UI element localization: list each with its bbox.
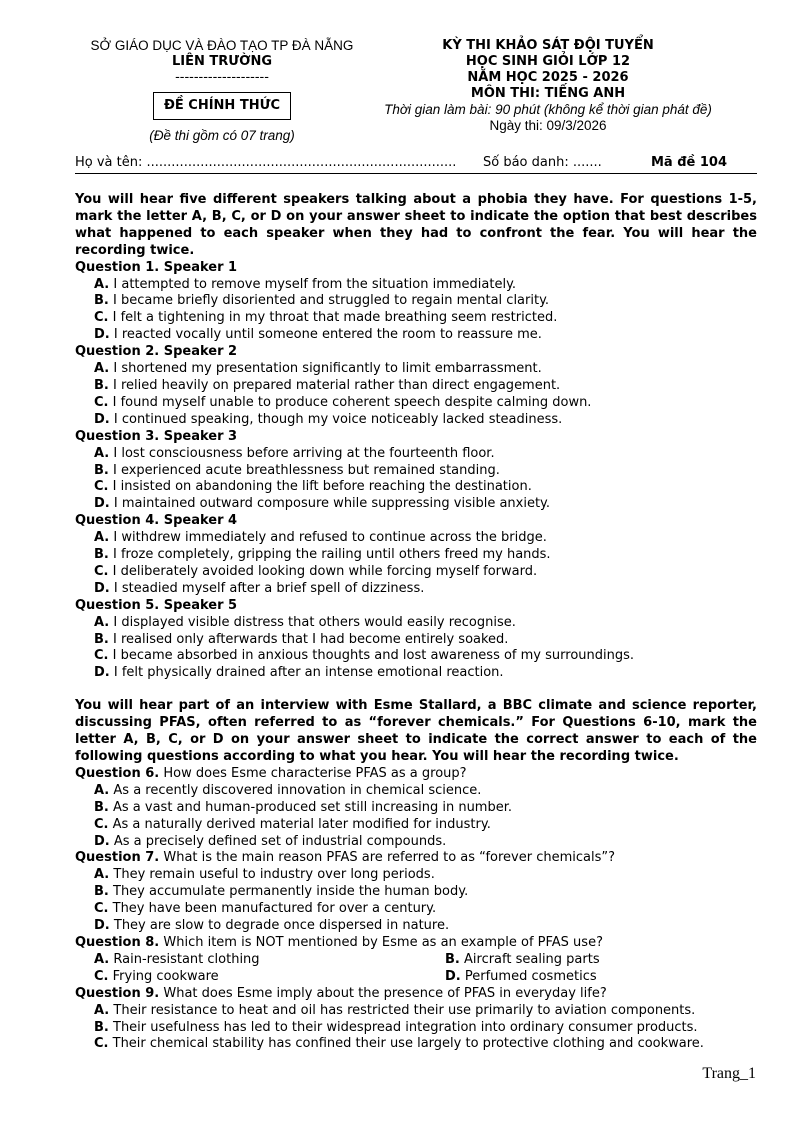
question-number: Question 7. (75, 850, 160, 866)
option: B. Their usefulness has led to their widespread integration into ordinary consumer products. (94, 1019, 698, 1035)
department-name: SỞ GIÁO DỤC VÀ ĐÀO TẠO TP ĐÀ NẴNG (90, 38, 354, 53)
question-stem: How does Esme characterise PFAS as a group? (163, 765, 467, 781)
question-label: Question 3. Speaker 3 (75, 428, 238, 444)
option: C. Their chemical stability has confined their use largely to protective clothing and cookware. (94, 1036, 704, 1052)
question-5 (75, 598, 757, 683)
duration: Thời gian làm bài: 90 phút (không kể thời gian phát đề) (384, 102, 712, 117)
option: B. I froze completely, gripping the railing until others freed my hands. (94, 547, 551, 563)
option: C. Frying cookware (94, 968, 219, 984)
header-left (72, 38, 372, 144)
school-year: NĂM HỌC 2025 - 2026 (467, 70, 629, 85)
option: C. I found myself unable to produce coherent speech despite calming down. (94, 394, 592, 410)
header-divider: -------------------- (175, 70, 269, 85)
section1-instruction: You will hear five different speakers talking about a phobia they have. For questions 1-5, mark the letter A, B, C, or D on your answer sheet to indicate the option that best describes what happened to each speaker when they had to confront the fear. You will hear the recording twice. (75, 192, 757, 258)
header-right (368, 38, 728, 134)
option: C. I deliberately avoided looking down while forcing myself forward. (94, 563, 538, 579)
option: D. As a precisely defined set of industrial compounds. (94, 833, 447, 849)
question-label: Question 4. Speaker 4 (75, 513, 238, 529)
question-1 (75, 260, 757, 345)
option: A. I withdrew immediately and refused to continue across the bridge. (94, 530, 547, 546)
option: A. They remain useful to industry over long periods. (94, 867, 435, 883)
candidate-info (75, 155, 755, 173)
option: D. Perfumed cosmetics (445, 968, 597, 984)
section-gap (75, 682, 757, 698)
question-7 (75, 850, 757, 935)
option: B. As a vast and human-produced set still increasing in number. (94, 799, 513, 815)
question-4 (75, 513, 757, 598)
question-stem: What is the main reason PFAS are referred to as “forever chemicals”? (163, 850, 616, 866)
question-number: Question 9. (75, 985, 160, 1001)
exam-code: Mã đề 104 (651, 155, 728, 170)
candidate-id-field: Số báo danh: ....... (483, 155, 602, 170)
school-name: LIÊN TRƯỜNG (171, 54, 273, 69)
official-label: ĐỀ CHÍNH THỨC (153, 92, 291, 120)
exam-content (75, 192, 757, 1053)
option: D. I continued speaking, though my voice noticeably lacked steadiness. (94, 411, 563, 427)
option: A. Rain-resistant clothing (94, 951, 260, 967)
option: B. I became briefly disoriented and struggled to regain mental clarity. (94, 293, 550, 309)
header-rule (75, 173, 757, 174)
option: C. They have been manufactured for over a century. (94, 901, 437, 917)
option: C. I became absorbed in anxious thoughts and lost awareness of my surroundings. (94, 648, 635, 664)
question-label: Question 5. Speaker 5 (75, 597, 238, 613)
question-number: Question 6. (75, 765, 160, 781)
section2-instruction: You will hear part of an interview with Esme Stallard, a BBC climate and science reporter, discussing PFAS, often referred to as “forever chemicals.” For Questions 6-10, mark the letter A, B, C, or D on your answer sheet to indicate the correct answer to each of the following questions according to what you hear. You will hear the recording twice. (75, 698, 757, 764)
question-stem: What does Esme imply about the presence of PFAS in everyday life? (163, 985, 607, 1001)
page-number: Trang_1 (702, 1065, 756, 1082)
option: C. I felt a tightening in my throat that made breathing seem restricted. (94, 310, 558, 326)
option: D. I felt physically drained after an intense emotional reaction. (94, 665, 504, 681)
option: A. I shortened my presentation significantly to limit embarrassment. (94, 361, 542, 377)
question-number: Question 8. (75, 934, 160, 950)
question-2 (75, 344, 757, 429)
question-label: Question 1. Speaker 1 (75, 259, 238, 275)
question-9 (75, 986, 757, 1054)
question-stem: Which item is NOT mentioned by Esme as an example of PFAS use? (163, 934, 603, 950)
subject: MÔN THI: TIẾNG ANH (470, 86, 626, 101)
option: A. I displayed visible distress that others would easily recognise. (94, 614, 516, 630)
option: C. I insisted on abandoning the lift before reaching the destination. (94, 479, 532, 495)
option-row (94, 952, 757, 969)
option: A. Their resistance to heat and oil has restricted their use primarily to aviation components. (94, 1002, 696, 1018)
option: A. I lost consciousness before arriving at the fourteenth floor. (94, 445, 495, 461)
option: D. I reacted vocally until someone entered the room to reassure me. (94, 327, 542, 343)
exam-title: KỲ THI KHẢO SÁT ĐỘI TUYỂN (442, 38, 654, 53)
candidate-name-field: Họ và tên: ........................................................................... (75, 155, 457, 170)
option: C. As a naturally derived material later modified for industry. (94, 816, 491, 832)
option: B. They accumulate permanently inside the human body. (94, 884, 469, 900)
question-label: Question 2. Speaker 2 (75, 344, 238, 360)
option: B. I realised only afterwards that I had become entirely soaked. (94, 631, 509, 647)
option-row (94, 969, 757, 986)
page-count-note: (Đề thi gồm có 07 trang) (149, 128, 295, 143)
option: D. I maintained outward composure while suppressing visible anxiety. (94, 496, 551, 512)
question-8 (75, 935, 757, 986)
option: A. I attempted to remove myself from the situation immediately. (94, 276, 517, 292)
exam-date: Ngày thi: 09/3/2026 (489, 118, 607, 133)
option: B. I experienced acute breathlessness but remained standing. (94, 462, 500, 478)
option: D. They are slow to degrade once dispersed in nature. (94, 918, 450, 934)
question-3 (75, 429, 757, 514)
exam-subtitle: HỌC SINH GIỎI LỚP 12 (465, 54, 631, 69)
option: D. I steadied myself after a brief spell of dizziness. (94, 580, 425, 596)
option: A. As a recently discovered innovation in chemical science. (94, 782, 482, 798)
option: B. Aircraft sealing parts (445, 951, 600, 967)
option: B. I relied heavily on prepared material rather than direct engagement. (94, 377, 561, 393)
question-6 (75, 766, 757, 851)
